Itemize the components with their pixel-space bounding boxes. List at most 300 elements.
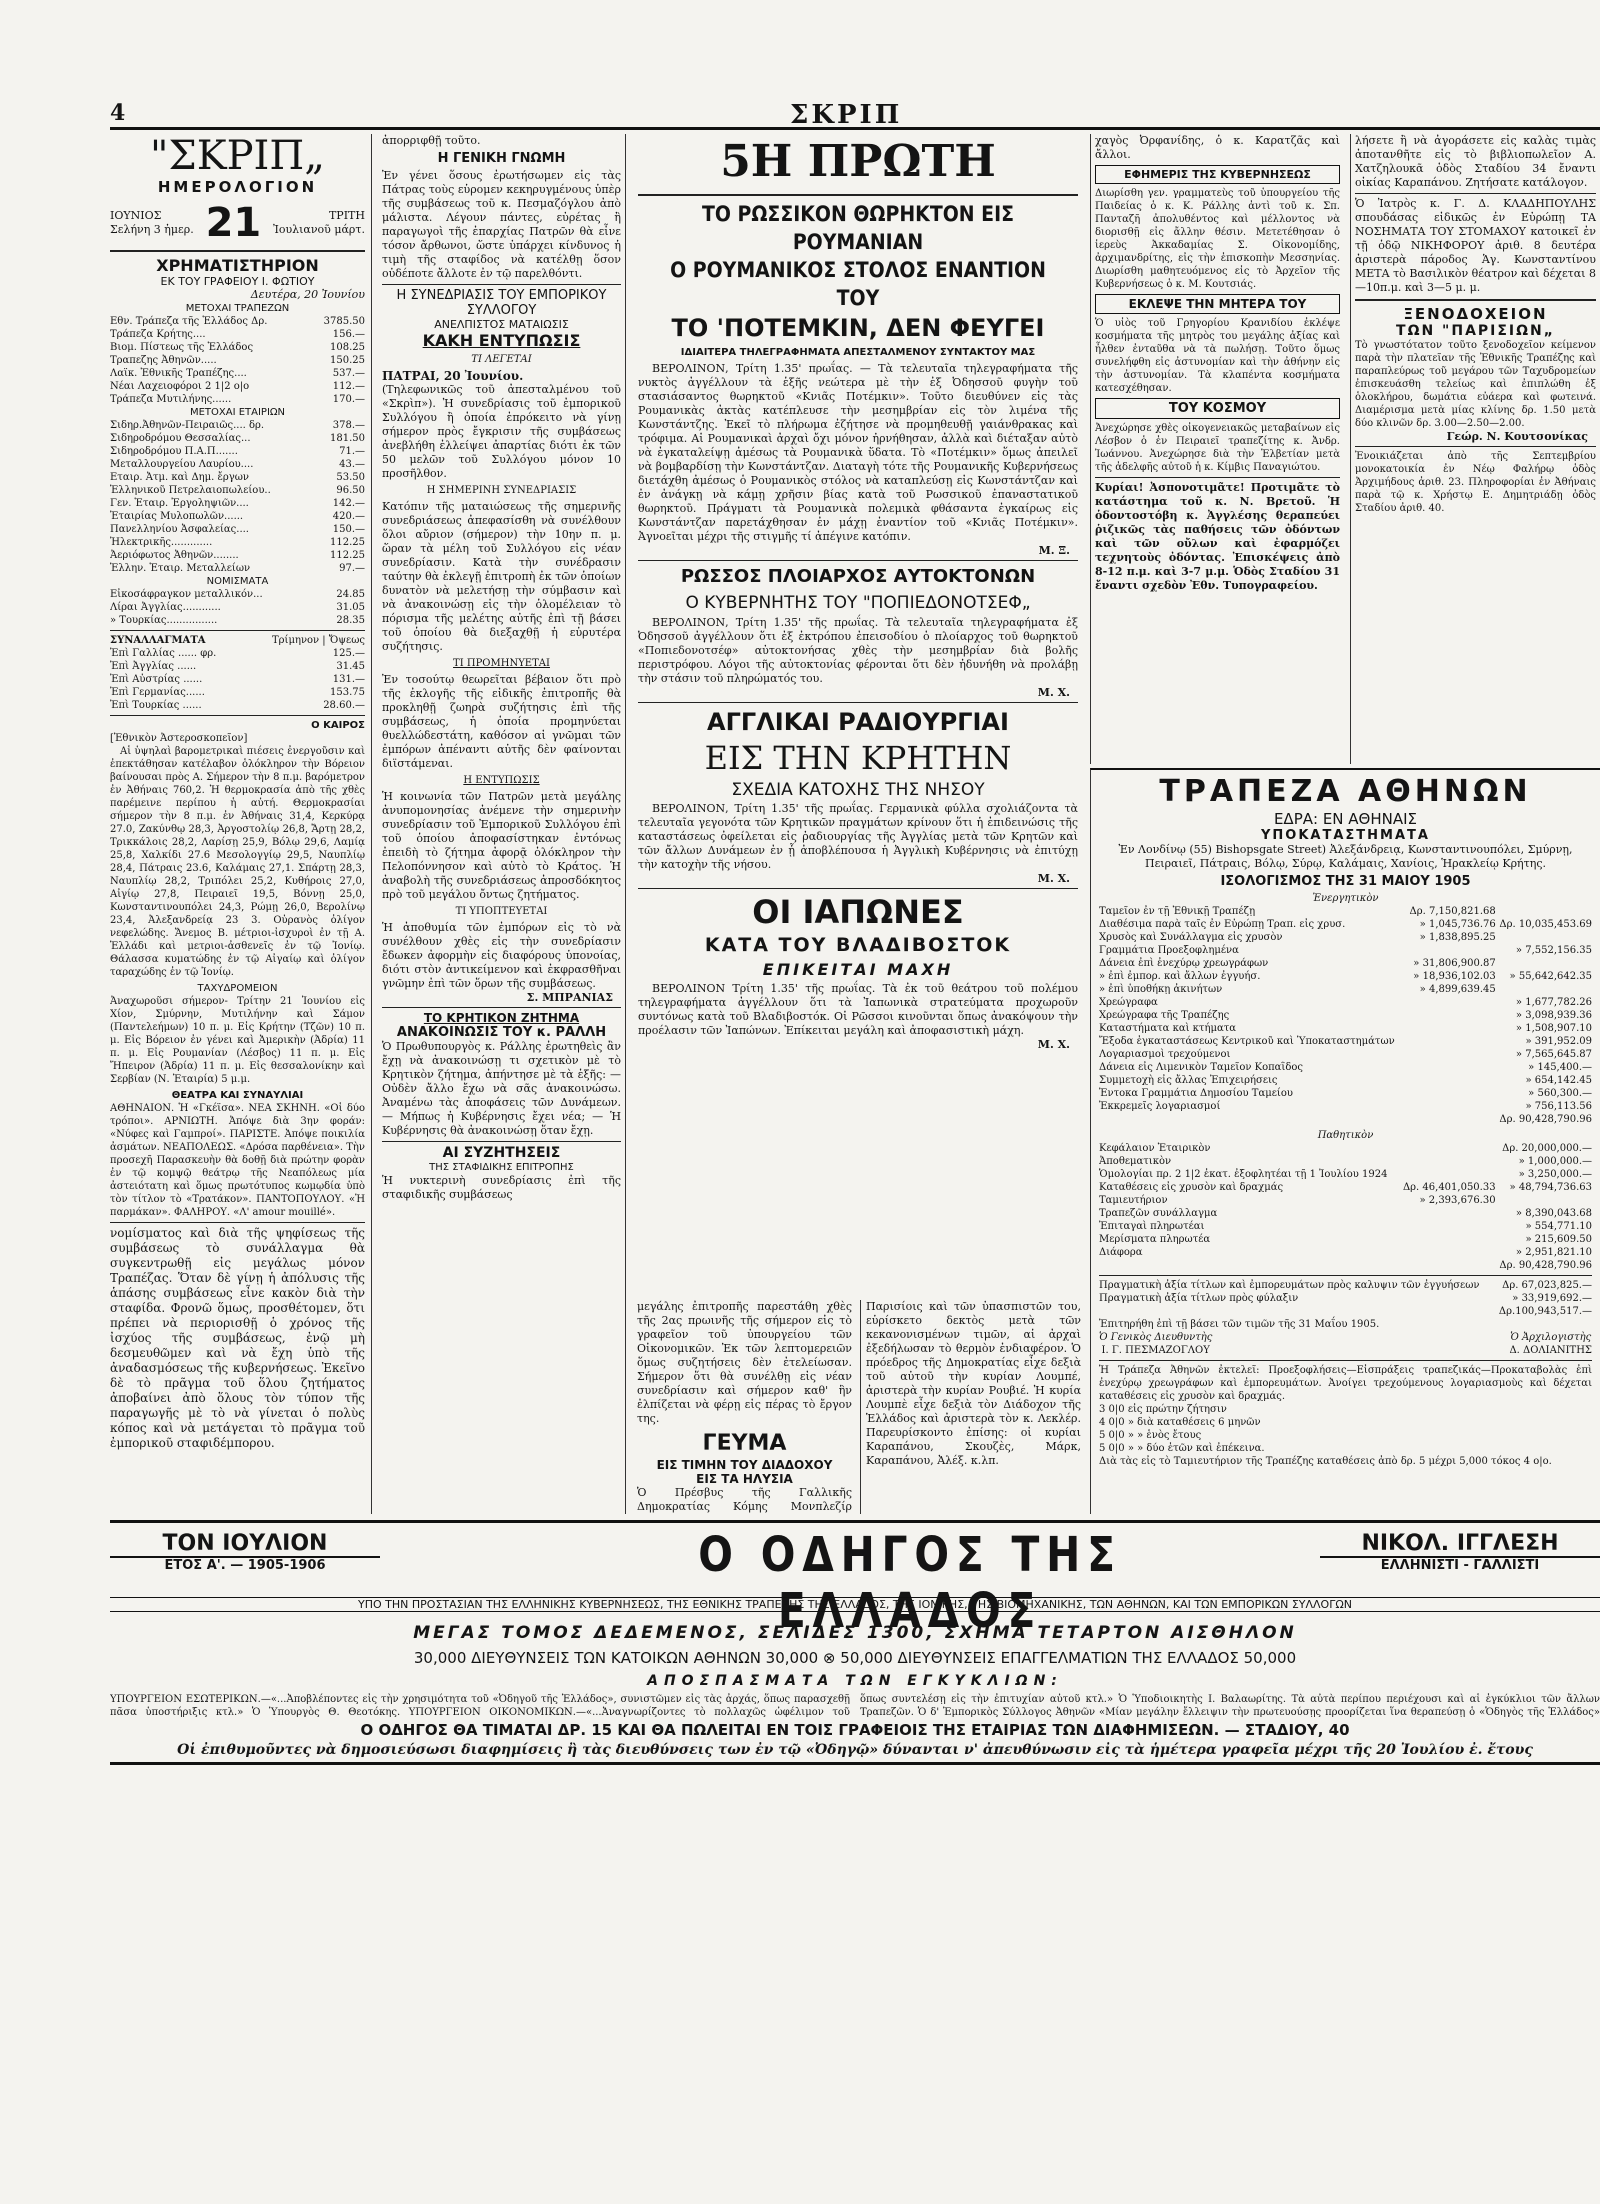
governor-label: Ὁ Γενικὸς Διευθυντὴς bbox=[1099, 1332, 1213, 1343]
row-label: Χρεώγραφα bbox=[1099, 997, 1158, 1008]
row-value: 156.— bbox=[332, 329, 365, 340]
liab-row bbox=[1099, 1181, 1592, 1194]
almanac-subtitle: ΗΜΕΡΟΛΟΓΙΟΝ bbox=[157, 178, 318, 196]
bourse-subtitle: ΕΚ ΤΟΥ ΓΡΑΦΕΙΟΥ Ι. ΦΩΤΙΟΥ bbox=[160, 275, 315, 288]
bank-shares-table bbox=[110, 315, 365, 406]
gnomi-title: Η ΓΕΝΙΚΗ ΓΝΩΜΗ bbox=[437, 151, 566, 166]
row-value: 112.25 bbox=[330, 550, 365, 561]
column-telegrams bbox=[632, 134, 1084, 1294]
impression-text: Ἡ κοινωνία τῶν Πατρῶν μετὰ μεγάλης ἀνυπομονησίας ἀνέμενε τὴν σημερινὴν συνεδρίασιν τοῦ Ἐμπορικοῦ Συλλόγου ἐπὶ τοῦ ὁποίου ἀποφασίστηκαν ἐντόνως ἐπειδὴ τὸ ζήτημα ἀφορᾷ ὁλόκληρον τὴν Πελοπόννησον καὶ αὐτὸ τὸ Κράτος. Ἡ ἀναβολὴ τῆς συνεδριάσεως ἀπροσδόκητος πρὸ τοῦ μεγάλου ὄντως ζητήματος. bbox=[382, 790, 621, 901]
row-value: » 3,250,000.— bbox=[1518, 1169, 1592, 1180]
row-label: Ἔξοδα ἐγκαταστάσεως Κεντρικοῦ καὶ Ὑποκαταστημάτων bbox=[1099, 1036, 1395, 1047]
column-lower-left bbox=[632, 1300, 857, 1514]
liab-row bbox=[1099, 1220, 1592, 1233]
row-label: Ἐκκρεμεῖς λογαριασμοί bbox=[1099, 1101, 1221, 1112]
row-value bbox=[1399, 1155, 1495, 1168]
row-value: 181.50 bbox=[330, 433, 365, 444]
bank-balance-sheet bbox=[1090, 768, 1600, 1514]
row-value bbox=[1399, 1142, 1495, 1155]
comp-row bbox=[110, 497, 365, 510]
fx-row bbox=[110, 699, 365, 712]
weather-title: Ο ΚΑΙΡΟΣ bbox=[311, 720, 365, 731]
row-label: 4 0|0 » διὰ καταθέσεις 6 μηνῶν bbox=[1099, 1417, 1261, 1428]
balance-title: ΙΣΟΛΟΓΙΣΜΟΣ ΤΗΣ 31 ΜΑΙΟΥ 1905 bbox=[1220, 874, 1471, 889]
bank-footer-row bbox=[1099, 1305, 1592, 1318]
patra-text: (Τηλεφωνικῶς τοῦ ἀπεσταλμένου τοῦ «Σκρὶπ»). Ἡ συνεδρίασις τοῦ ἐμπορικοῦ Συλλόγου ἢ ὁποία ἐπρόκειτο νὰ γίνῃ σήμερον πρὸς ἔγκρισιν τῆς συμβάσεως ἀνεβλήθη ἐλλείψει ἀπαρτίας διότι ἐκ τῶν 50 μελῶν τοῦ Συλλόγου μόνον 10 προσῆλθον. bbox=[382, 383, 621, 480]
row-value: Δρ. 90,428,790.96 bbox=[1499, 1114, 1592, 1125]
row-value: » 1,838,895.25 bbox=[1419, 932, 1496, 943]
row-value: » 654,142.45 bbox=[1525, 1075, 1592, 1086]
row-value: 28.35 bbox=[336, 615, 365, 626]
bank-footer-row bbox=[1099, 1292, 1592, 1305]
row-label: Εἰκοσάφραγκον μεταλλικόν... bbox=[110, 589, 263, 600]
companies-title: ΜΕΤΟΧΑΙ ΕΤΑΙΡΙΩΝ bbox=[189, 407, 286, 418]
comp-row bbox=[110, 549, 365, 562]
row-value: » 55,642,642.35 bbox=[1509, 971, 1592, 982]
row-value: 125.— bbox=[332, 648, 365, 659]
liab-row bbox=[1099, 1246, 1592, 1259]
threat-title: ΤΙ ΠΡΟΜΗΝΥΕΤΑΙ bbox=[453, 658, 550, 669]
liab-row bbox=[1099, 1259, 1592, 1272]
row-value bbox=[1399, 1233, 1495, 1246]
headline-japanese: ΟΙ ΙΑΠΩΝΕΣ bbox=[752, 893, 964, 931]
accountant-block bbox=[1509, 1331, 1592, 1357]
row-value bbox=[1406, 1009, 1496, 1022]
row-value: 31.45 bbox=[336, 661, 365, 672]
rates-row bbox=[1099, 1416, 1592, 1429]
hotel-signature: Γεώρ. Ν. Κουτσονίκας bbox=[1446, 430, 1588, 443]
comp-row bbox=[110, 432, 365, 445]
footer-1-label: Πραγματικὴ ἀξία τίτλων καὶ ἐμπορευμάτων πρὸς καλυψιν τῶν ἐγγυήσεων bbox=[1099, 1280, 1480, 1291]
row-label: Λίραι Ἀγγλίας............ bbox=[110, 602, 221, 613]
assets-row bbox=[1099, 1009, 1592, 1022]
hotel-title: ΞΕΝΟΔΟΧΕΙΟΝ bbox=[1403, 305, 1548, 323]
row-label: Τραπεζης Ἀθηνῶν..... bbox=[110, 355, 217, 366]
liabilities-title: Παθητικὸν bbox=[1317, 1130, 1374, 1141]
row-value: 108.25 bbox=[330, 342, 365, 353]
row-value bbox=[1406, 996, 1496, 1009]
comp-row bbox=[110, 445, 365, 458]
guide-line-1: ΥΠΟ ΤΗΝ ΠΡΟΣΤΑΣΙΑΝ ΤΗΣ ΕΛΛΗΝΙΚΗΣ ΚΥΒΕΡΝΗΣΕΩΣ, ΤΗΣ ΕΘΝΙΚΗΣ ΤΡΑΠΕΖΗΣ ΤΗΣ ΕΛΛΑΔΟΣ, ΤΗΣ ΙΟΝΙΚΗΣ, ΤΗΣ ΒΙΟΜΗΧΑΝΙΚΗΣ, ΤΩΝ ΑΘΗΝΩΝ, ΚΑΙ ΤΩΝ ΕΜΠΟΡΙΚΩΝ ΣΥΛΛΟΓΩΝ bbox=[110, 1597, 1600, 1612]
row-label: Ἐπὶ Γερμανίας...... bbox=[110, 687, 205, 698]
gnomi-text: Ἐν γένει ὅσους ἐρωτήσωμεν εἰς τὰς Πάτρας τοὺς εὑρομεν κεκηρυγμένους ὑπὲρ τῆς συμβάσεως τοῦ κ. Πεσμαζόγλου ἀπὸ μάλιστα. Λέγουν πάντες, εὐρέτας ἢ παραγωγοὶ τῆς ἐπαρχίας Πατρῶν θὰ εἶνε τόσον ἄρθωνοι, ὥστε ὑπάρχει κίνδυνος ἡ τιμὴ τῆς σταφίδος νὰ κατέλθῃ ὅσον οὐδέποτε ἄλλοτε ἐν τῷ παρελθόντι. bbox=[382, 169, 621, 280]
bank-row bbox=[110, 328, 365, 341]
headline-governor: Ο ΚΥΒΕΡΝΗΤΗΣ ΤΟΥ "ΠΟΠΙΕΔΟΝΟΤΣΕΦ„ bbox=[685, 593, 1031, 613]
bank-signatures bbox=[1099, 1331, 1592, 1357]
headline-occupation-plans: ΣΧΕΔΙΑ ΚΑΤΟΧΗΣ ΤΗΣ ΝΗΣΟΥ bbox=[731, 780, 985, 800]
assets-row bbox=[1099, 1035, 1592, 1048]
row-value: 112.25 bbox=[330, 537, 365, 548]
comp-row bbox=[110, 419, 365, 432]
row-value bbox=[1406, 1113, 1496, 1126]
suspect-text: Ἡ ἀποθυμία τῶν ἐμπόρων εἰς τὸ νὰ συνέλθουν χθὲς εἰς τὴν συνεδρίασιν ἔδωκεν ἀφορμὴν εἰς διαφόρους ὑπονοίας, διότι στὸν ἀντικείμενον καὶ ἐκφρασθῆναι γνῶμην ἐπὶ τῶν ὅρων τῆς συμβάσεως. bbox=[382, 921, 621, 990]
column-raisin bbox=[378, 134, 626, 1514]
row-value: 53.50 bbox=[336, 472, 365, 483]
row-label: 3 0|0 εἰς πρώτην ζήτησιν bbox=[1099, 1404, 1227, 1415]
row-value: 43.— bbox=[339, 459, 365, 470]
row-value: Δρ. 7,150,821.68 bbox=[1409, 906, 1496, 917]
row-label: Διαθέσιμα παρὰ ταῖς ἐν Εὐρώπῃ Τραπ. εἰς χρυσ. bbox=[1099, 919, 1346, 930]
guide-left-year: ΕΤΟΣ Α'. — 1905-1906 bbox=[164, 1558, 326, 1573]
rates-row bbox=[1099, 1442, 1592, 1455]
theatre-title: ΘΕΑΤΡΑ ΚΑΙ ΣΥΝΑΥΛΙΑΙ bbox=[171, 1090, 304, 1101]
bank-row bbox=[110, 354, 365, 367]
coins-row bbox=[110, 601, 365, 614]
headline-crete: ΕΙΣ ΤΗΝ ΚΡΗΤΗΝ bbox=[704, 739, 1012, 777]
assets-row bbox=[1099, 931, 1592, 944]
headline-battle: ΕΠΙΚΕΙΤΑΙ ΜΑΧΗ bbox=[762, 960, 954, 979]
world-title: ΤΟΥ ΚΟΣΜΟΥ bbox=[1095, 398, 1340, 419]
row-label: Πανελληνίου Ἀσφαλείας.... bbox=[110, 524, 249, 535]
row-label: » ἐπὶ ὑποθήκῃ ἀκινήτων bbox=[1099, 984, 1223, 995]
coins-row bbox=[110, 614, 365, 627]
lower-right-text: Παρισίοις καὶ τῶν ὑπασπιστῶν του, εὑρίσκετο δεκτὸς μετὰ τῶν κεκανονισμένων τιμῶν, αἱ ἀρχαὶ ἐξεδήλωσαν τὸ θερμὸν ἐνδιαφέρον. Ὁ πρόεδρος τῆς Δημοκρατίας εἶχε δεξιὰ τοῦ αὐτοῦ τὴν κυρίαν Λουμπέ, ἀριστερὰ τὴν κυρίαν Ρουβιέ. Ἡ κυρία Λουμπὲ εἶχε δεξιὰ τὸν Διάδοχον τῆς Ἑλλάδος καὶ ἀριστερὰ τὸν κ. Λεκλέρ. Παρευρίσκοντο ἐπίσης: οἱ κυρίαι Καραπάνου, Σκουζὲς, Μάρκ, Καραπάνου, Ἀλέξ. κ.λπ. bbox=[866, 1300, 1081, 1467]
guide-line-2: ΜΕΓΑΣ ΤΟΜΟΣ ΔΕΔΕΜΕΝΟΣ, ΣΕΛΙΔΕΣ 1300, ΣΧΗΜΑ ΤΕΤΑΡΤΟΝ ΑΙΣΘΗΛΟΝ bbox=[413, 1623, 1297, 1643]
guide-final-line: Οἱ ἐπιθυμοῦντες νὰ δημοσιεύσωσι διαφημίσεις ἢ τὰς διευθύνσεις των ἐν τῷ «Ὀδηγῷ» δύνανται ν' ἀπευθύνωσιν εἰς τὰ ἡμέτερα γραφεῖα μέχρι τῆς 20 Ἰουλίου ἐ. ἔτους bbox=[110, 1742, 1600, 1765]
row-value: » 145,400.— bbox=[1528, 1062, 1592, 1073]
row-value: Δρ. 10,035,453.69 bbox=[1499, 919, 1592, 930]
weather-source: [Ἐθνικὸν Ἀστεροσκοπεῖον] bbox=[110, 733, 248, 744]
row-value bbox=[1406, 1074, 1496, 1087]
row-value bbox=[1406, 1061, 1496, 1074]
fx-header bbox=[110, 634, 365, 647]
liab-row bbox=[1099, 1155, 1592, 1168]
row-label: Χρυσὸς καὶ Συνάλλαγμα εἰς χρυσὸν bbox=[1099, 932, 1283, 943]
patra-dateline: ΠΑΤΡΑΙ, 20 Ἰουνίου. bbox=[382, 369, 524, 383]
row-label: Συμμετοχὴ εἰς ἄλλας Ἐπιχειρήσεις bbox=[1099, 1075, 1278, 1086]
debate-text: Ἡ νυκτερινὴ συνεδρίασις ἐπὶ τῆς σταφιδικῆς συμβάσεως bbox=[382, 1174, 621, 1201]
row-value bbox=[1496, 1194, 1592, 1207]
bank-row bbox=[110, 367, 365, 380]
story-crete: ΒΕΡΟΛΙΝΟΝ, Τρίτη 1.35' τῆς πρωΐας. Γερμανικὰ φύλλα σχολιάζοντα τὰ τελευταῖα γεγονότα τῶν Κρητικῶν πραγμάτων κρίνουν ὅτι ἡ ἐπιδεινώσις τῆς καταστάσεως ὀφείλεται εἰς ῥαδιουργίας τῆς Ἀγγλίας μετὰ τῶν Κρητῶν καὶ τῶν ἄλλων Δυνάμεων ἐν ᾗ ἀποβλέπουσα ἡ Ἀγγλικὴ Κυβέρνησις νὰ ἐπιτύχῃ τὴν κατοχὴν τῆς νήσου. bbox=[638, 802, 1078, 871]
bank-footer-row bbox=[1099, 1279, 1592, 1292]
assets-table bbox=[1099, 905, 1592, 1126]
headline-romanian-fleet: Ο ΡΟΥΜΑΝΙΚΟΣ ΣΤΟΛΟΣ ΕΝΑΝΤΙΟΝ ΤΟΥ bbox=[670, 258, 1046, 310]
assets-row bbox=[1099, 918, 1592, 931]
row-value: 131.— bbox=[332, 674, 365, 685]
rates-row bbox=[1099, 1429, 1592, 1442]
row-label: Καταθέσεις εἰς χρυσὸν καὶ δραχμάς bbox=[1099, 1182, 1284, 1193]
column-almanac bbox=[110, 134, 372, 1514]
row-value bbox=[1406, 1087, 1496, 1100]
row-label: Ἐπὶ Γαλλίας ...... φρ. bbox=[110, 648, 217, 659]
assets-row bbox=[1099, 905, 1592, 918]
world-text: Ἀνεχώρησε χθὲς οἰκογενειακῶς μεταβαίνων εἰς Λέσβον ὁ ἐν Πειραιεῖ τραπεζίτης κ. Ἀνδρ. Ἰωάννου. Ἀνεχώρησε διὰ τὴν Ἑλβετίαν μετὰ τῆς ἀδελφῆς αὐτοῦ ἡ κ. Κίμβις Παναγιώτου. bbox=[1095, 423, 1340, 473]
row-label: Τράπεζα Κρήτης.... bbox=[110, 329, 206, 340]
row-label: Λογαριασμοὶ τρεχούμενοι bbox=[1099, 1049, 1231, 1060]
assets-row bbox=[1099, 996, 1592, 1009]
headline-captain-suicide: ΡΩΣΣΟΣ ΠΛΟΙΑΡΧΟΣ ΑΥΤΟΚΤΟΝΩΝ bbox=[680, 566, 1036, 587]
liab-row bbox=[1099, 1194, 1592, 1207]
doctor-ad: Ὁ Ἰατρὸς κ. Γ. Δ. ΚΛΑΔΗΠΟΥΛΗΣ σπουδάσας εἰδικῶς ἐν Εὐρώπῃ ΤΑ ΝΟΣΗΜΑΤΑ ΤΟΥ ΣΤΟΜΑΧΟΥ κατοικεῖ ἐν τῇ ὁδῷ ΝΙΚΗΦΟΡΟΥ ἀριθ. 8 δευτέρα ἀριστερὰ πάροδος Ἁγ. Κωνσταντίνου ΜΕΤΑ τὸ Βασιλικὸν θέατρον καὶ δέχεται 8—10π.μ. καὶ 3—5 μ. μ. bbox=[1355, 197, 1596, 294]
post-title: ΤΑΧΥΔΡΟΜΕΙΟΝ bbox=[197, 983, 278, 994]
theatre-text: ΑΘΗΝΑΙΟΝ. Ἡ «Γκέϊσα». ΝΕΑ ΣΚΗΝΗ. «Οἱ δύο τρόποι». ΑΡΝΙΩΤΗ. Ἀπόψε διὰ 3ην φοράν: «Νύφες καὶ Γαμπροί». ΠΑΡΙΣΤΕ. Ἀπόψε ποικιλία ἀσμάτων. ΝΕΑΠΟΛΕΩΣ. «Δρόσα παρθένεια». Τὴν προσεχῆ Παρασκευὴν θὰ δοθῇ διὰ πρώτην φορὰν ἐν τῷ κομψῷ θεάτρῳ τῆς Νεαπόλεως μία ἀστειότατη καὶ ὅμως πρωτότυπος κωμῳδία ὑπὸ τὸν τίτλον τὸ «Τρατάκον». ΠΑΝΤΟΠΟΥΛΟΥ. «Ἡ παρμάκαν». ΦΑΛΗΡΟΥ. «Λ' amour mouillé». bbox=[110, 1103, 365, 1218]
row-value: » 7,565,645.87 bbox=[1515, 1049, 1592, 1060]
rates-table bbox=[1099, 1403, 1592, 1455]
row-label: Σιδηροδρόμου Π.Α.Π....... bbox=[110, 446, 238, 457]
row-label: Λαϊκ. Ἐθνικῆς Τραπέζης.... bbox=[110, 368, 247, 379]
row-label: Καταστήματα καὶ κτήματα bbox=[1099, 1023, 1236, 1034]
row-value: 170.— bbox=[332, 394, 365, 405]
row-value bbox=[1399, 1220, 1495, 1233]
bank-row bbox=[110, 341, 365, 354]
col2-signer: Σ. ΜΠΡΑΝΙΑΣ bbox=[526, 991, 613, 1004]
row-label: Ἑλλην. Ἑταιρ. Μεταλλείων bbox=[110, 563, 251, 574]
headline-special-telegrams: ΙΔΙΑΙΤΕΡΑ ΤΗΛΕΓΡΑΦΗΜΑΤΑ ΑΠΕΣΤΑΛΜΕΝΟΥ ΣΥΝΤΑΚΤΟΥ ΜΑΣ bbox=[680, 347, 1036, 358]
row-label: » Τουρκίας................ bbox=[110, 615, 218, 626]
assets-title: Ἐνεργητικὸν bbox=[1312, 893, 1379, 904]
row-value: » 1,045,736.76 bbox=[1419, 919, 1496, 930]
bank-branches-title: ΥΠΟΚΑΤΑΣΤΗΜΑΤΑ bbox=[1261, 828, 1430, 843]
row-label: 5 0|0 » » ἑνὸς ἔτους bbox=[1099, 1430, 1202, 1441]
assets-row bbox=[1099, 1113, 1592, 1126]
paper-name: ΣΚΡΙΠ bbox=[790, 100, 903, 130]
row-value bbox=[1399, 1259, 1495, 1272]
story-japanese: ΒΕΡΟΛΙΝΟΝ Τρίτη 1.35' τῆς πρωΐας. Τὰ ἐκ τοῦ θεάτρου τοῦ πολέμου τηλεγραφήματα ἀγγέλλουν ὅτι τὰ Ἰαπωνικὰ στρατεύματα προχωροῦν συντόνως κατὰ τοῦ Βλαδιβοστόκ. Οἱ Ρῶσσοι κινοῦνται ὅπως ἀνακόψουν τὴν προέλασιν τῶν Ἰαπώνων. Ἐπίκειται μεγάλη καὶ ἀποφασιστικὴ μάχη. bbox=[638, 982, 1078, 1037]
said-label: ΤΙ ΛΕΓΕΤΑΙ bbox=[471, 354, 532, 365]
coins-row bbox=[110, 588, 365, 601]
guide-right-box bbox=[1320, 1531, 1600, 1573]
story-potemkin: ΒΕΡΟΛΙΝΟΝ, Τρίτη 1.35' πρωΐας. — Τὰ τελευταῖα τηλεγραφήματα τῆς νυκτὸς ἀγγέλλουν τὰ ἑξῆς νεώτερα μὲ τὴν ἐξ Ὀδησσοῦ φυγὴν τοῦ στασιάσαντος θωρηκτοῦ «Κνιᾶς Ποτέμκιν». Τοῦτο διευθύνεν εἰς τὰς Ρουμανικὰς ἀκτὰς κατέπλευσε τὴν μεσημβρίαν εἰς τὸν λιμένα τῆς Κωνστάντζης. Ἐκεῖ τὸ πλήρωμα ἐζήτησε νὰ προμηθευθῇ γαιάνθρακας καὶ τρόφιμα. Αἱ Ρουμανικαὶ ἀρχαὶ ὄχι μόνον ἠρνήθησαν, ἀλλὰ καὶ διέταξαν αὐτὸ νὰ ἐγκαταλείψῃ ἀμέσως τὰ Ρουμανικὰ ὕδατα. Τὸ «Ποτέμκιν» ὅμως ἀπειλεῖ νὰ βομβαρδίσῃ τὴν Κωνστάντζαν. Διαταγὴ τότε τῆς Ρουμανικῆς Κυβερνήσεως διετάχθη ἀμέσως ὁ Ρουμανικὸς στόλος νὰ καταπλεύσῃ εἰς Κωνστάντζαν καὶ ἐν ἀνάγκῃ νὰ κάμῃ χρῆσιν βίας κατὰ τοῦ Ρωσσικοῦ ἐπαναστατικοῦ θωρηκτοῦ. Πράγματι τὰ Ρουμανικὰ πολεμικὰ φθάσαντα ἐγκαίρως εἰς Κωνστάντζαν παρετάχθησαν ἐν μάχῃ ἐναντίον τοῦ «Κνιᾶς Ποτέμκιν». Ἀγνοεῖται μέχρι τῆς στιγμῆς τί ἀπέγινε κατόπιν. bbox=[638, 362, 1078, 543]
row-label: Χρεώγραφα τῆς Τραπέζης bbox=[1099, 1010, 1230, 1021]
bank-row bbox=[110, 315, 365, 328]
row-label: Μερίσματα πληρωτέα bbox=[1099, 1234, 1211, 1245]
guide-line-4: ΑΠΟΣΠΑΣΜΑΤΑ ΤΩΝ ΕΓΚΥΚΛΙΩΝ: bbox=[647, 1673, 1063, 1689]
row-label: Ἐντοκα Γραμμάτια Δημοσίου Ταμείου bbox=[1099, 1088, 1293, 1099]
row-value: 537.— bbox=[332, 368, 365, 379]
almanac-logo: "ΣΚΡΙΠ„ bbox=[150, 134, 325, 179]
row-label: Γραμμάτια Προεξοφλημένα bbox=[1099, 945, 1239, 956]
col5-top-text: λήσετε ἢ νὰ ἀγοράσετε εἰς καλὰς τιμὰς ἀποτανθῆτε εἰς τὸ βιβλιοπωλεῖον Α. Χατζηλουκᾶ ὁδὸς Σταδίου 34 ἔναντι οἰκίας Καραπάνου. Ζητήσατε κατάλογον. bbox=[1355, 134, 1596, 189]
bank-certify: Ἐπιτηρήθη ἐπὶ τῇ βάσει τῶν τιμῶν τῆς 31 Μαΐου 1905. bbox=[1099, 1319, 1380, 1330]
row-value: 71.— bbox=[339, 446, 365, 457]
row-label bbox=[1099, 1259, 1399, 1272]
edition-heading: 5Η ΠΡΩΤΗ bbox=[720, 136, 996, 187]
guide-left-box bbox=[110, 1531, 380, 1573]
row-label: Ἑλληνικοῦ Πετρελαιοπωλείου.. bbox=[110, 485, 271, 496]
comp-row bbox=[110, 562, 365, 575]
row-value: » 756,113.56 bbox=[1525, 1101, 1592, 1112]
row-value: 420.— bbox=[332, 511, 365, 522]
row-value bbox=[1496, 931, 1592, 944]
row-label: Ἀποθεματικὸν bbox=[1099, 1156, 1172, 1167]
row-value bbox=[1399, 1207, 1495, 1220]
row-label: Σιδηρ.Ἀθηνῶν-Πειραιῶς.... δρ. bbox=[110, 420, 265, 431]
row-value bbox=[1406, 1022, 1496, 1035]
assets-row bbox=[1099, 1048, 1592, 1061]
row-value bbox=[1496, 905, 1592, 918]
fx-row bbox=[110, 647, 365, 660]
row-value: » 1,508,907.10 bbox=[1515, 1023, 1592, 1034]
headline-russian-battleship: ΤΟ ΡΩΣΣΙΚΟΝ ΘΩΡΗΚΤΟΝ ΕΙΣ ΡΟΥΜΑΝΙΑΝ bbox=[701, 202, 1015, 254]
comp-row bbox=[110, 510, 365, 523]
today-text: Κατόπιν τῆς ματαιώσεως τῆς σημερινῆς συνεδριάσεως ἀπεφασίσθη νὰ συνέλθουν ὅλοι αὔριον (σήμερον) τὴν 10ην π. μ. ὥραν τὰ μέλη τοῦ Συλλόγου εἰς νέαν συνεδρίασιν. Κατὰ τὴν συνέδρασιν ταύτην θὰ ἐκλεγῇ ἐπιτροπὴ ἐκ τῶν ὁποίων δυνατὸν νὰ μελετήσῃ τὴν σύμβασιν καὶ νὰ ἀνακοινώσῃ εἰς τὴν ὁλομέλειαν τὸ πόρισμα τῆς μελέτης αὐτῆς ἐπὶ τῇ βάσει τοῦ ὁποίου θὰ διεξαχθῇ ἡ εὐρυτέρα συζήτησις. bbox=[382, 500, 621, 653]
hotel-subtitle: ΤΩΝ "ΠΑΡΙΣΙΩΝ„ bbox=[1396, 323, 1555, 339]
bank-row bbox=[110, 380, 365, 393]
row-label bbox=[1099, 1113, 1406, 1126]
fx-table bbox=[110, 647, 365, 712]
footer-3-value: Δρ.100,943,517.— bbox=[1498, 1306, 1592, 1317]
row-value: 31.05 bbox=[336, 602, 365, 613]
bourse-title: ΧΡΗΜΑΤΙΣΤΗΡΙΟΝ bbox=[156, 256, 319, 275]
bourse-date: Δευτέρα, 20 Ἰουνίου bbox=[250, 288, 365, 301]
footer-2-label: Πραγματικὴ ἀξία τίτλων πρὸς φύλαξιν bbox=[1099, 1293, 1299, 1304]
col2-lead: ἀπορριφθῇ τοῦτο. bbox=[382, 134, 481, 147]
row-label: Δάνεια εἰς Λιμενικὸν Ταμεῖον Κοπαΐδος bbox=[1099, 1062, 1303, 1073]
row-label: Ἐπὶ Αὐστρίας ...... bbox=[110, 674, 203, 685]
row-value bbox=[1406, 1048, 1496, 1061]
row-label: Βιομ. Πίστεως τῆς Ἑλλάδος bbox=[110, 342, 254, 353]
debate-title: ΑΙ ΣΥΖΗΤΗΣΕΙΣ bbox=[442, 1145, 561, 1161]
row-value bbox=[1399, 1168, 1495, 1181]
liabilities-table bbox=[1099, 1142, 1592, 1272]
crete-text: Ὁ Πρωθυπουργὸς κ. Ράλλης ἐρωτηθεὶς ἂν ἔχῃ νὰ ἀνακοινώσῃ τι σχετικὸν μὲ τὸ Κρητικὸν ζήτημα, ἀπήντησε μὲ τὰ ἑξῆς: — Οὐδὲν ἄλλο ἔχω νὰ σᾶς ἀνακοινώσω. Ἀναμένω τὰς ἀποφάσεις τῶν Δυνάμεων. — Μήπως ἡ Κυβέρνησις ἔχει νέα; — Ἡ Κυβέρνησις θὰ ἀνακοινώσῃ ὅταν ἔχῃ. bbox=[382, 1040, 621, 1137]
row-value bbox=[1406, 1035, 1496, 1048]
calendar-weekday: ΤΡΙΤΗ bbox=[328, 209, 365, 222]
headline-potemkin: ΤΟ 'ΠΟΤΕΜΚΙΝ, ΔΕΝ ΦΕΥΓΕΙ bbox=[671, 314, 1045, 342]
comp-row bbox=[110, 484, 365, 497]
column-lower-right bbox=[860, 1300, 1086, 1514]
gevma-title: ΓΕΥΜΑ bbox=[702, 1431, 787, 1456]
debate-subtitle: ΤΗΣ ΣΤΑΦΙΔΙΚΗΣ ΕΠΙΤΡΟΠΗΣ bbox=[429, 1162, 574, 1173]
headline-vladivostok: ΚΑΤΑ ΤΟΥ ΒΛΑΔΙΒΟΣΤΟΚ bbox=[704, 934, 1012, 956]
bank-notice: Ἡ Τράπεζα Ἀθηνῶν ἐκτελεῖ: Προεξοφλήσεις—Εἰσπράξεις τραπεζικάς—Προκαταβολὰς ἐπὶ ἐνεχύρῳ χρεωγράφων καὶ ἐμπορευμάτων. Ἀνοίγει τρεχούμενους λογαριασμοὺς καὶ δέχεται καταθέσεις εἰς χρυσὸν καὶ δραχμάς. bbox=[1099, 1365, 1592, 1402]
page-number: 4 bbox=[110, 100, 126, 126]
row-value: » 2,951,821.10 bbox=[1515, 1247, 1592, 1258]
assets-row bbox=[1099, 1061, 1592, 1074]
row-label: Ἐπὶ Ἀγγλίας ...... bbox=[110, 661, 197, 672]
bank-savings: Διὰ τὰς εἰς τὸ Ταμιευτήριον τῆς Τραπέζης καταθέσεις ἀπὸ δρ. 5 μέχρι 5,000 τόκος 4 ο|ο. bbox=[1099, 1456, 1552, 1467]
row-value: 150.25 bbox=[330, 355, 365, 366]
row-value: 3785.50 bbox=[323, 316, 365, 327]
row-value: 150.— bbox=[332, 524, 365, 535]
guide-price: Ο ΟΔΗΓΟΣ ΘΑ ΤΙΜΑΤΑΙ ΔΡ. 15 ΚΑΙ ΘΑ ΠΩΛΕΙΤΑΙ ΕΝ ΤΟΙΣ ΓΡΑΦΕΙΟΙΣ ΤΗΣ ΕΤΑΙΡΙΑΣ ΤΩΝ ΔΙΑΦΗΜΙΣΕΩΝ. — ΣΤΑΔΙΟΥ, 40 bbox=[360, 1721, 1350, 1739]
row-label: Ἐπιταγαὶ πληρωτέαι bbox=[1099, 1221, 1205, 1232]
column-news bbox=[1090, 134, 1344, 764]
row-value: » 2,393,676.30 bbox=[1419, 1195, 1496, 1206]
column-ads bbox=[1350, 134, 1600, 764]
row-label: Νέαι Λαχειοφόροι 2 1|2 ο|ο bbox=[110, 381, 250, 392]
story-crete-sig: Μ. Χ. bbox=[1037, 872, 1070, 885]
footer-2-value: » 33,919,692.— bbox=[1512, 1293, 1592, 1304]
continued-text: νομίσματος καὶ διὰ τῆς ψηφίσεως τῆς συμβάσεως τὸ συνάλλαγμα θὰ συγκεντρωθῇ εἰς μεγάλως μόνον Τραπέζας. Ὅταν δὲ γίνῃ ἡ ἀπόλυσις τῆς ἁπάσης συμβάσεως εἶνε κακὸν διὰ τὴν σταφίδα. Φρονῶ ὅμως, προσθέτομεν, ὅτι πρέπει νὰ περιορισθῇ ὁ χρόνος τῆς ἰσχύος τῆς συμβάσεως, ἐνῷ μὴ δεσμευθῶμεν καὶ νὰ ἔχη ὑπὸ τῆς ἀναδασμόσεως τῆς κυβερνήσεως. Ἐκεῖνο δὲ τὸ πρᾶγμα τοῦ ὅλου ζητήματος ἀποβαίνει ἀπὸ ὅλους τὸν τύπον τῆς παραγωγῆς μὲ τὸ νὰ γίνεται ὁ πολὺς κόπος καὶ νὰ μετάγεται τὸ πρᾶγμα τοῦ ἐμπορικοῦ σταφιδέμπορου. bbox=[110, 1226, 365, 1450]
row-label: Εθν. Τράπεζα τῆς Ἑλλάδος Δρ. bbox=[110, 316, 268, 327]
story-potemkin-sig: Μ. Ξ. bbox=[1038, 544, 1070, 557]
lower-left-text: μεγάλης ἐπιτροπῆς παρεστάθη χθὲς τῆς 2ας πρωινῆς τῆς σήμερον εἰς τὸ γραφεῖον τοῦ ὑπουργείου τῶν Οἰκονομικῶν. Ἐκ τῶν λεπτομερειῶν ὅμως συζητήσεις δὲν ἐτελείωσαν. Σήμερον ὅτι θὰ συνέλθῃ εἰς νέαν συνεδρίασιν καὶ σήμερον καθ' ἣν ἐλπίζεται νὰ φέρῃ εἰς πέρας τὸ ἔργον της. bbox=[637, 1300, 852, 1425]
row-value: » 3,098,939.36 bbox=[1515, 1010, 1592, 1021]
assets-row bbox=[1099, 1074, 1592, 1087]
col4-ad: Κυρίαι! Ἀσπονοτιμᾶτε! Προτιμᾶτε τὸ κατάστημα τοῦ κ. Ν. Βρετοῦ. Ἡ ὁδοντοστόβη κ. Ἀγγλέσης θεραπεύει ῥιζικῶς τὰς παθήσεις τῶν ὀδόντων καὶ τῶν οὔλων καὶ ἐφαρμόζει τεχνητοὺς ὀδόντας. Ἐπισκέψεις ἀπὸ 8-12 π.μ. καὶ 3-7 μ.μ. Ὁδὸς Σταδίου 31 ἔναντι σχεδὸν Ἐθν. Τυπογραφείου. bbox=[1095, 481, 1340, 592]
weather-text: Αἱ ὑψηλαὶ βαρομετρικαὶ πιέσεις ἐνεργοῦσιν καὶ ἐπεκτάθησαν κατέλαβον ὁλόκληρον τὴν Βόρειον βαίνουσαι πρὸς Α. Σήμερον τὴν 8 π.μ. βαρόμετρον ἐν Ἀθήναις 760,2. Ἡ θερμοκρασία ἀπὸ τῆς χθὲς παρέμεινε περίπου ἡ αὐτή. Θερμοκρασίαι σήμερον τὴν 8 π.μ. ἐν Ἀθήναις 31,4, Κερκύρᾳ 27.0, Ζακύνθῳ 28,3, Ἀργοστολίῳ 26,8, Ἄρτῃ 28,2, Τρικκάλοις 28,2, Λαρίσῃ 25,9, Βόλῳ 29,6, Λαμίᾳ 25,8, Χαλκίδι 27.6 Μεσολογγίῳ 29,5, Ναυπλίῳ 28,4, Πάτραις 23.6, Καλάμαις 27,1. Σπάρτῃ 28,3, Ναυπλίῳ 28,2, Τριπόλει 25,2, Κυθήροις 27,0, Αἰγίῳ 27,8, Πειραιεῖ 19,5, Βόννῃ 25,0, Κωνσταντινουπόλει 24,3, Ρώμῃ 26,0, Βερολίνῳ 23,4, Ἀλεξανδρείᾳ 23 3. Οὐρανὸς ὀλίγον νεφελώδης. Ἄνεμος Β. μέτριοι-ἰσχυροὶ ἐν τῇ Α. Ἑλλάδι καὶ μετριοι-ἀσθενεῖς ἐν τῷ Ἰονίῳ. Θάλασσα κυματώδης ἐν τῷ Αἰγαίῳ καὶ ὀλίγον ταραχώδης ἐν τῷ Ἰονίῳ. bbox=[110, 746, 365, 978]
row-label: 5 0|0 » » δύο ἐτῶν καὶ ἐπέκεινα. bbox=[1099, 1443, 1265, 1454]
guide-right-subtitle: ΕΛΛΗΝΙΣΤΙ - ΓΑΛΛΙΣΤΙ bbox=[1380, 1558, 1540, 1573]
row-label: Διάφορα bbox=[1099, 1247, 1143, 1258]
page-masthead bbox=[110, 100, 1600, 130]
mother-text: Ὁ υἱὸς τοῦ Γρηγορίου Κρανιδίου ἐκλέψε κοσμήματα τῆς μητρὸς του μεγάλης ἀξίας καὶ ἦλθεν ἐνταῦθα νὰ τὰ πωλήσῃ. Τοῦτο ὅμως συνελήφθη εἰς ἀστυνομίαν καὶ τὴν ἀθήνην εἰς τὴν ἀστυνομίαν. Τὰ κλαπέντα κοσμήματα κατεσχέθησαν. bbox=[1095, 318, 1340, 394]
guide-right-title: ΝΙΚΟΛ. ΙΓΓΛΕΣΗ bbox=[1320, 1531, 1600, 1558]
assets-row bbox=[1099, 1022, 1592, 1035]
guide-excerpt-left: ΥΠΟΥΡΓΕΙΟΝ ΕΣΩΤΕΡΙΚΩΝ.—«...Ἀποβλέποντες εἰς τὴν χρησιμότητα τοῦ «Ὀδηγοῦ τῆς Ἑλλάδος», συνιστῶμεν εἰς τὰς ἀρχάς, ὅπως παρασχεθῇ πᾶσα ὑποστήριξις κτλ.» Ὁ Ὑπουργὸς Θ. Θεοτόκης. ΥΠΟΥΡΓΕΙΟΝ ΟΙΚΟΝΟΜΙΚΩΝ.—«...Ἀναγνωρίζοντες τὸ πολλαχῶς ὠφέλιμον τοῦ bbox=[110, 1694, 850, 1718]
row-value: 142.— bbox=[332, 498, 365, 509]
row-value bbox=[1399, 1246, 1495, 1259]
rental-ad: Ἐνοικιάζεται ἀπὸ τῆς Σεπτεμβρίου μονοκατοικία ἐν Νέῳ Φαλήρῳ ὁδὸς Ἀρχιμήδους ἀριθ. 23. Πληροφορίαι ἐν Ἀθήναις παρὰ τῷ κ. Χρήστῳ Ε. Δημητριάδῃ ὁδὸς Σταδίου ἀριθ. 40. bbox=[1355, 451, 1596, 514]
row-value: 153.75 bbox=[330, 687, 365, 698]
row-label: Σιδηροδρόμου Θεσσαλίας... bbox=[110, 433, 251, 444]
gov-gazette-text: Διωρίσθη γεν. γραμματεὺς τοῦ ὑπουργείου τῆς Παιδείας ὁ κ. Κ. Ράλλης ἀντὶ τοῦ κ. Σπ. Πανταζῆ ἀπολυθέντος καὶ μέλλοντος νὰ διορισθῇ εἰς ἄλλην θέσιν. Μετετέθησαν ὁ ἱερεὺς Ἀκκαδαμίας Σ. Οἰκονομίδης, ἀρχιμανδρίτης, εἰς τὴν ἐπισκοπὴν Μεσσηνίας. Διωρίσθη μαθητευόμενος εἰς τὸ Ἀρχεῖον τῆς Κυβερνήσεως ὁ κ. Μ. Κουτσιάς. bbox=[1095, 188, 1340, 290]
gevma-subtitle: ΕΙΣ ΤΙΜΗΝ ΤΟΥ ΔΙΑΔΟΧΟΥ bbox=[656, 1458, 833, 1472]
hotel-text: Τὸ γνωστότατον τοῦτο ξενοδοχεῖον κείμενον παρὰ τὴν πλατεῖαν τῆς Ἐθνικῆς Τραπέζης καὶ παραπλεύρως τοῦ μεγάρου τῶν Ταχυδρομείων ἐπισκευάσθη τελείως καὶ ἐπιπλώθη ἐξ ὁλοκλήρου, δωμάτια εὐάερα καὶ φωτεινά. Διαμέρισμα μετὰ μίας κλίνης δρ. 1.50 μετὰ δύο κλινῶν δρ. 3.00—2.50—2.00. bbox=[1355, 340, 1596, 429]
rates-row bbox=[1099, 1403, 1592, 1416]
row-value: 112.— bbox=[332, 381, 365, 392]
calendar-julian: Ἰουλιανοῦ μάρτ. bbox=[273, 223, 365, 236]
gevma-text: Ὁ Πρέσβυς τῆς Γαλλικῆς Δημοκρατίας Κόμης Μονπλεζίρ bbox=[637, 1486, 852, 1513]
row-value: 96.50 bbox=[336, 485, 365, 496]
impression-title: Η ΕΝΤΥΠΩΣΙΣ bbox=[463, 775, 540, 786]
row-value: Δρ. 20,000,000.— bbox=[1502, 1143, 1592, 1154]
row-value: » 18,936,102.03 bbox=[1413, 971, 1496, 982]
headline-english-plots: ΑΓΓΛΙΚΑΙ ΡΑΔΙΟΥΡΓΙΑΙ bbox=[707, 708, 1009, 736]
row-value: » 1,000,000.— bbox=[1518, 1156, 1592, 1167]
row-label: Ἀεριόφωτος Ἀθηνῶν........ bbox=[110, 550, 239, 561]
row-label: Δάνεια ἐπὶ ἐνεχύρῳ χρεωγράφων bbox=[1099, 958, 1269, 969]
companies-table bbox=[110, 419, 365, 575]
syn-subtitle: ΑΝΕΛΠΙΣΤΟΣ ΜΑΤΑΙΩΣΙΣ bbox=[434, 318, 569, 331]
fx-row bbox=[110, 686, 365, 699]
guide-left-title: ΤΟΝ ΙΟΥΛΙΟΝ bbox=[110, 1531, 380, 1558]
comp-row bbox=[110, 523, 365, 536]
row-value: » 4,899,639.45 bbox=[1419, 984, 1496, 995]
fx-subtitle: Τρίμηνον | Ὄψεως bbox=[271, 635, 365, 646]
threat-text: Ἐν τοσούτῳ θεωρεῖται βέβαιον ὅτι πρὸ τῆς ἐκλογῆς τῆς εἰδικῆς ἐπιτροπῆς θὰ προκληθῇ ζωηρὰ συζήτησις ἐπὶ τῆς συμβάσεως, ἡ ὁποία προμηνύεται θυελλώδεστάτη, καθόσον αἱ γνῶμαι τῶν ἐμπόρων ἀπέναντι αὐτῆς δὲν φαίνονται διϊστάμεναι. bbox=[382, 673, 621, 770]
gevma-subtitle-2: ΕΙΣ ΤΑ ΗΛΥΣΙΑ bbox=[696, 1472, 793, 1486]
row-value: » 48,794,736.63 bbox=[1509, 1182, 1592, 1193]
bank-footer-table bbox=[1099, 1279, 1592, 1318]
syn-subtitle-2: ΚΑΚΗ ΕΝΤΥΠΩΣΙΣ bbox=[422, 331, 581, 350]
story-suicide: ΒΕΡΟΛΙΝΟΝ, Τρίτη 1.35' τῆς πρωΐας. Τὰ τελευταῖα τηλεγραφήματα ἐξ Ὀδησσοῦ ἀγγέλλουν ὅτι ἐξ ἐκτρόπου ἐπεισοδίου ὁ πλοίαρχος τοῦ θωρηκτοῦ «Ποπιεδονοτσέφ» αὐτοκτονήσας χθὲς τὴν μεσημβρίαν διὰ βολῆς περιστρόφου. Λόγοι τῆς αὐτοκτονίας φέρονται ὅτι δὲν ἠδυνήθη νὰ προλάβῃ τὴν στάσιν τοῦ πληρώματός του. bbox=[638, 616, 1078, 685]
accountant-label: Ὁ Ἀρχιλογιστὴς bbox=[1510, 1332, 1592, 1343]
calendar-month: ΙΟΥΝΙΟΣ bbox=[110, 209, 162, 222]
guide-excerpt-right: ὅπως συντελέσῃ εἰς τὴν ἐπιτυχίαν αὐτοῦ κτλ.» Ὁ Ὑποδιοικητὴς Ι. Βαλαωρίτης. Τὰ αὐτὰ περίπου περιέχουσι καὶ αἱ ἐγκύκλιοι τῶν ἄλλων Τραπεζῶν. Ὁ δ' Ἐμπορικὸς Σύλλογος Ἀθηνῶν «Μίαν μεγάλην ἔλλειψιν τὴν πρωτευούσῃς προορίζεται ἵνα θεραπεύσῃ ὁ «Ὁδηγὸς τῆς Ἑλλάδος» bbox=[860, 1694, 1600, 1718]
row-value: 24.85 bbox=[336, 589, 365, 600]
accountant-name: Δ. ΔΟΛΙΑΝΙΤΗΣ bbox=[1509, 1345, 1592, 1356]
assets-row bbox=[1099, 957, 1592, 970]
row-label: Γεν. Ἑταιρ. Ἐργοληψιῶν.... bbox=[110, 498, 249, 509]
governor-name: Ι. Γ. ΠΕΣΜΑΖΟΓΛΟΥ bbox=[1101, 1345, 1210, 1356]
row-value: » 31,806,900.87 bbox=[1413, 958, 1496, 969]
crete-title: ΤΟ ΚΡΗΤΙΚΟΝ ΖΗΤΗΜΑ bbox=[423, 1011, 580, 1025]
row-label: Ἐταιρίας Μυλοπωλῶν...... bbox=[110, 511, 244, 522]
row-label: Τράπεζα Μυτιλήνης...... bbox=[110, 394, 232, 405]
assets-row bbox=[1099, 983, 1592, 996]
row-label: » ἐπὶ ἐμπορ. καὶ ἄλλων ἐγγυήσ. bbox=[1099, 971, 1261, 982]
story-japanese-sig: Μ. Χ. bbox=[1037, 1038, 1070, 1051]
row-value: 97.— bbox=[339, 563, 365, 574]
assets-row bbox=[1099, 944, 1592, 957]
row-value: » 554,771.10 bbox=[1525, 1221, 1592, 1232]
row-value bbox=[1496, 957, 1592, 970]
row-value bbox=[1406, 944, 1496, 957]
bank-row bbox=[110, 393, 365, 406]
bank-title: ΤΡΑΠΕΖΑ ΑΘΗΝΩΝ bbox=[1159, 774, 1532, 809]
col4-top-text: χαγὸς Ὀρφανίδης, ὁ κ. Καρατζᾶς καὶ ἄλλοι. bbox=[1095, 134, 1340, 161]
guide-excerpts bbox=[110, 1693, 1600, 1719]
row-value: 28.60.— bbox=[323, 700, 365, 711]
governor-block bbox=[1099, 1331, 1212, 1357]
row-value: » 215,609.50 bbox=[1525, 1234, 1592, 1245]
fx-row bbox=[110, 660, 365, 673]
story-suicide-sig: Μ. Χ. bbox=[1037, 686, 1070, 699]
today-title: Η ΣΗΜΕΡΙΝΗ ΣΥΝΕΔΡΙΑΣΙΣ bbox=[426, 485, 577, 496]
